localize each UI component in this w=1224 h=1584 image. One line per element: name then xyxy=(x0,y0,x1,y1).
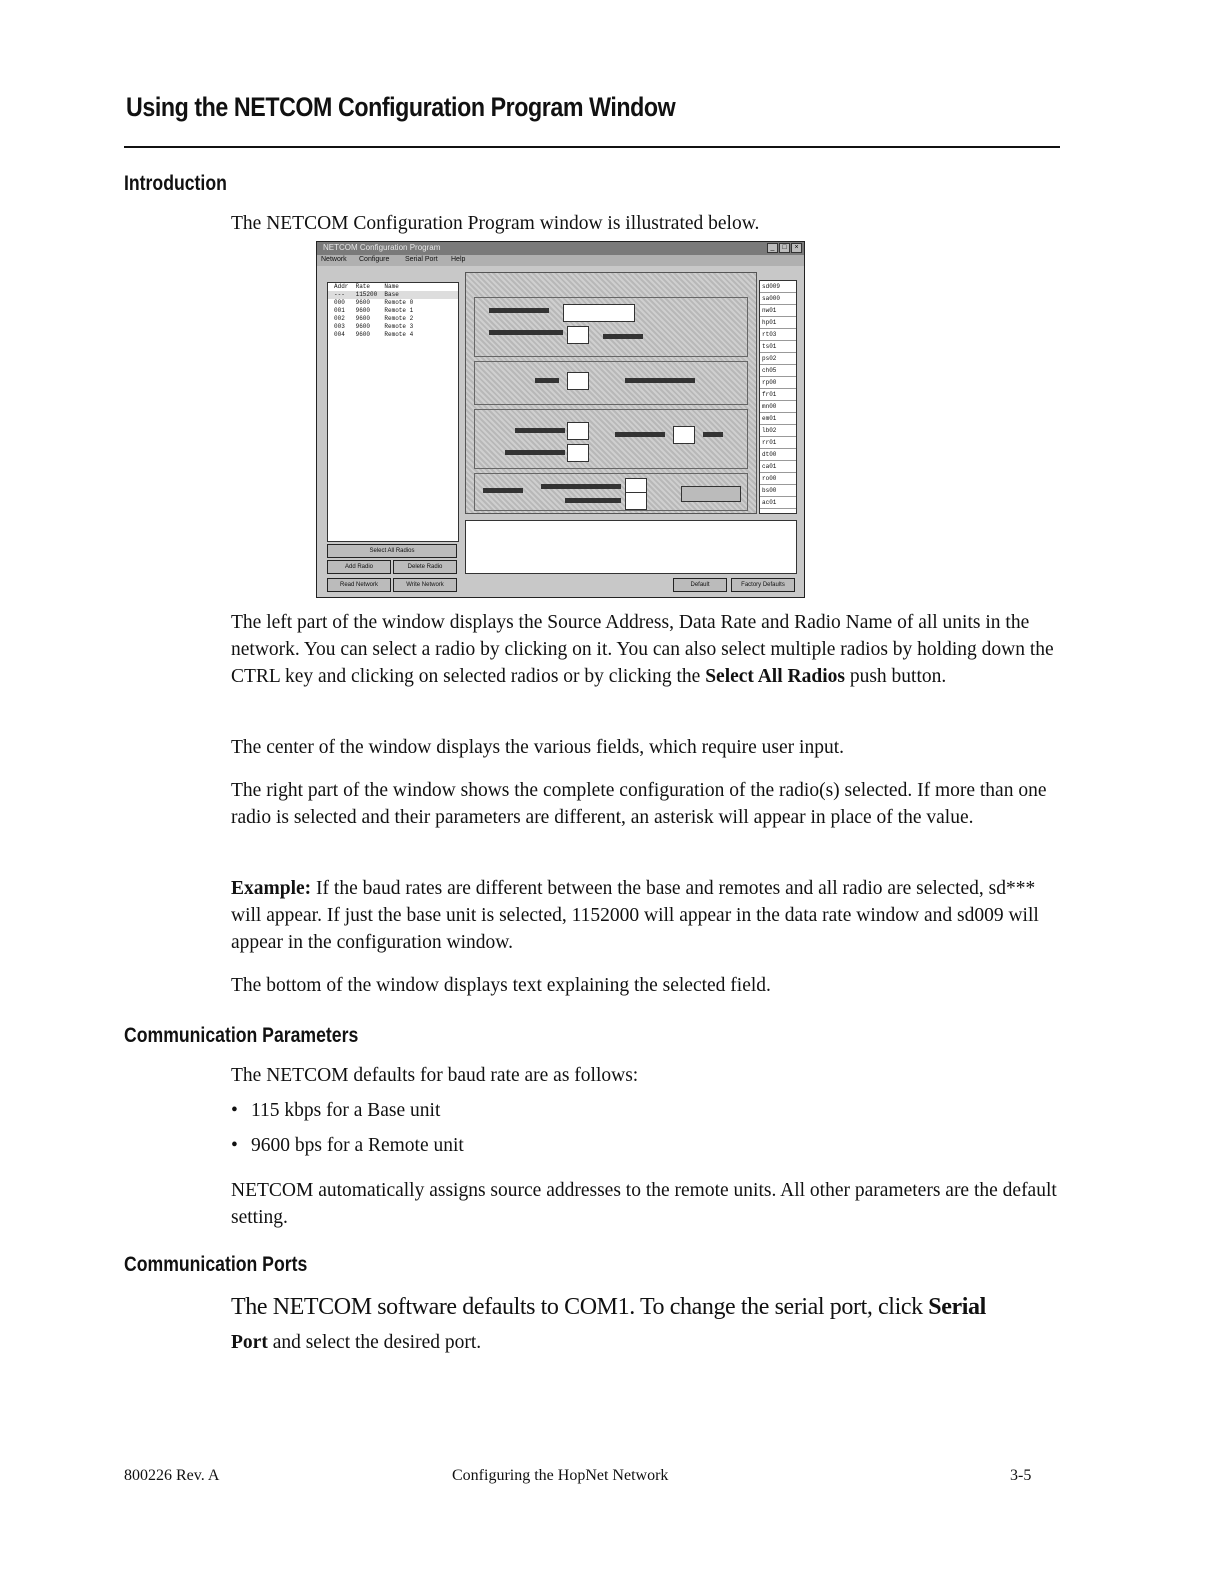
field-label xyxy=(603,334,643,339)
list-item[interactable]: 000 9600 Remote 0 xyxy=(334,299,414,306)
window-title-bar xyxy=(317,242,804,255)
text-field[interactable] xyxy=(567,444,589,462)
example-paragraph: Example: If the baud rates are different between the base and remotes and all radio are selected, sd*** will appear. If just the base unit is selected, 1152000 will appear in the data rate window and sd009 will appear in the configuration window. xyxy=(231,878,1039,953)
center-part-paragraph: The center of the window displays the various fields, which require user input. xyxy=(231,737,845,758)
field-group xyxy=(474,409,748,469)
config-line: rr01 xyxy=(760,437,796,449)
menu-serial-port[interactable]: Serial Port xyxy=(405,256,438,263)
field-label xyxy=(703,432,723,437)
configuration-fields-panel xyxy=(465,272,757,514)
list-item[interactable]: 001 9600 Remote 1 xyxy=(334,307,414,314)
field-group xyxy=(474,473,748,511)
maximize-icon[interactable]: □ xyxy=(779,243,790,253)
serial-port-paragraph: The NETCOM software defaults to COM1. To change the serial port, click Serial Port and select the desired port. xyxy=(231,1294,986,1353)
communication-ports-heading: Communication Ports xyxy=(124,1253,308,1276)
config-line: ch05 xyxy=(760,365,796,377)
field-label xyxy=(615,432,665,437)
factory-defaults-button[interactable]: Factory Defaults xyxy=(731,578,795,592)
introduction-heading: Introduction xyxy=(124,172,227,195)
config-line: rp00 xyxy=(760,377,796,389)
config-line: ac01 xyxy=(760,497,796,509)
add-radio-button[interactable]: Add Radio xyxy=(327,560,391,574)
netcom-window-screenshot xyxy=(316,241,805,598)
baud-defaults-intro: The NETCOM defaults for baud rate are as follows: xyxy=(231,1065,639,1086)
field-label xyxy=(535,378,559,383)
introduction-text: The NETCOM Configuration Program window is illustrated below. xyxy=(231,213,760,234)
field-label xyxy=(625,378,695,383)
text-field[interactable] xyxy=(563,304,635,322)
list-item: • 9600 bps for a Remote unit xyxy=(231,1128,464,1163)
config-line: nw01 xyxy=(760,305,796,317)
list-item: • 115 kbps for a Base unit xyxy=(231,1093,464,1128)
config-line: fr01 xyxy=(760,389,796,401)
text-field[interactable] xyxy=(567,326,589,344)
text-field[interactable] xyxy=(567,372,589,390)
config-line: ts01 xyxy=(760,341,796,353)
menu-configure[interactable]: Configure xyxy=(359,256,390,263)
radio-list[interactable] xyxy=(327,282,459,542)
radio-list-header: Addr Rate Name xyxy=(334,283,399,290)
bottom-part-paragraph: The bottom of the window displays text explaining the selected field. xyxy=(231,975,771,996)
config-line: ro00 xyxy=(760,473,796,485)
menu-bar xyxy=(317,255,804,266)
left-part-paragraph: The left part of the window displays the Source Address, Data Rate and Radio Name of all units in the network. You can select a radio by clicking on it. You can also select multiple radios by holding down the CTRL key and clicking on selected radios or by clicking the Select All Radios push button. xyxy=(231,612,1054,687)
field-group xyxy=(474,361,748,405)
delete-radio-button[interactable]: Delete Radio xyxy=(393,560,457,574)
select-all-radios-button[interactable]: Select All Radios xyxy=(327,544,457,558)
field-label xyxy=(483,488,523,493)
config-line: sd009 xyxy=(760,281,796,293)
text-field[interactable] xyxy=(625,492,647,510)
config-line: mn00 xyxy=(760,401,796,413)
config-line: ca01 xyxy=(760,461,796,473)
list-item[interactable]: 002 9600 Remote 2 xyxy=(334,315,414,322)
default-button[interactable]: Default xyxy=(673,578,727,592)
footer-doc-number: 800226 Rev. A xyxy=(124,1467,220,1484)
config-line: dt00 xyxy=(760,449,796,461)
config-line: bs00 xyxy=(760,485,796,497)
page-title: Using the NETCOM Configuration Program Window xyxy=(126,92,676,122)
config-line: hp01 xyxy=(760,317,796,329)
configuration-list xyxy=(759,280,797,514)
write-network-button[interactable]: Write Network xyxy=(393,578,457,592)
baud-defaults-list xyxy=(231,1093,464,1163)
list-item[interactable]: 003 9600 Remote 3 xyxy=(334,323,414,330)
compute-button[interactable] xyxy=(681,486,741,502)
source-address-note: NETCOM automatically assigns source addresses to the remote units. All other parameters are the default setting. xyxy=(231,1180,1057,1228)
footer-page-number: 3-5 xyxy=(1010,1467,1032,1484)
footer-chapter-title: Configuring the HopNet Network xyxy=(452,1467,669,1484)
close-icon[interactable]: × xyxy=(791,243,802,253)
field-label xyxy=(565,498,621,503)
config-line: sa000 xyxy=(760,293,796,305)
config-line: lb02 xyxy=(760,425,796,437)
field-label xyxy=(541,484,621,489)
field-label xyxy=(505,450,565,455)
help-text-box xyxy=(465,520,797,574)
config-line: ps02 xyxy=(760,353,796,365)
title-divider xyxy=(124,146,1060,148)
field-label xyxy=(489,308,549,313)
list-item[interactable]: 004 9600 Remote 4 xyxy=(334,331,414,338)
minimize-icon[interactable]: _ xyxy=(767,243,778,253)
config-line: em01 xyxy=(760,413,796,425)
menu-help[interactable]: Help xyxy=(451,256,466,263)
read-network-button[interactable]: Read Network xyxy=(327,578,391,592)
menu-network[interactable]: Network xyxy=(321,256,347,263)
field-label xyxy=(489,330,563,335)
window-title: NETCOM Configuration Program xyxy=(323,243,441,252)
config-line: rt03 xyxy=(760,329,796,341)
field-label xyxy=(515,428,565,433)
communication-parameters-heading: Communication Parameters xyxy=(124,1024,359,1047)
text-field[interactable] xyxy=(673,426,695,444)
right-part-paragraph: The right part of the window shows the complete configuration of the radio(s) selected. If more than one radio is selected and their parameters are different, an asterisk will appear in place of the value. xyxy=(231,780,1047,828)
list-item[interactable]: --- 115200 Base xyxy=(328,291,458,299)
field-group xyxy=(474,297,748,357)
text-field[interactable] xyxy=(567,422,589,440)
